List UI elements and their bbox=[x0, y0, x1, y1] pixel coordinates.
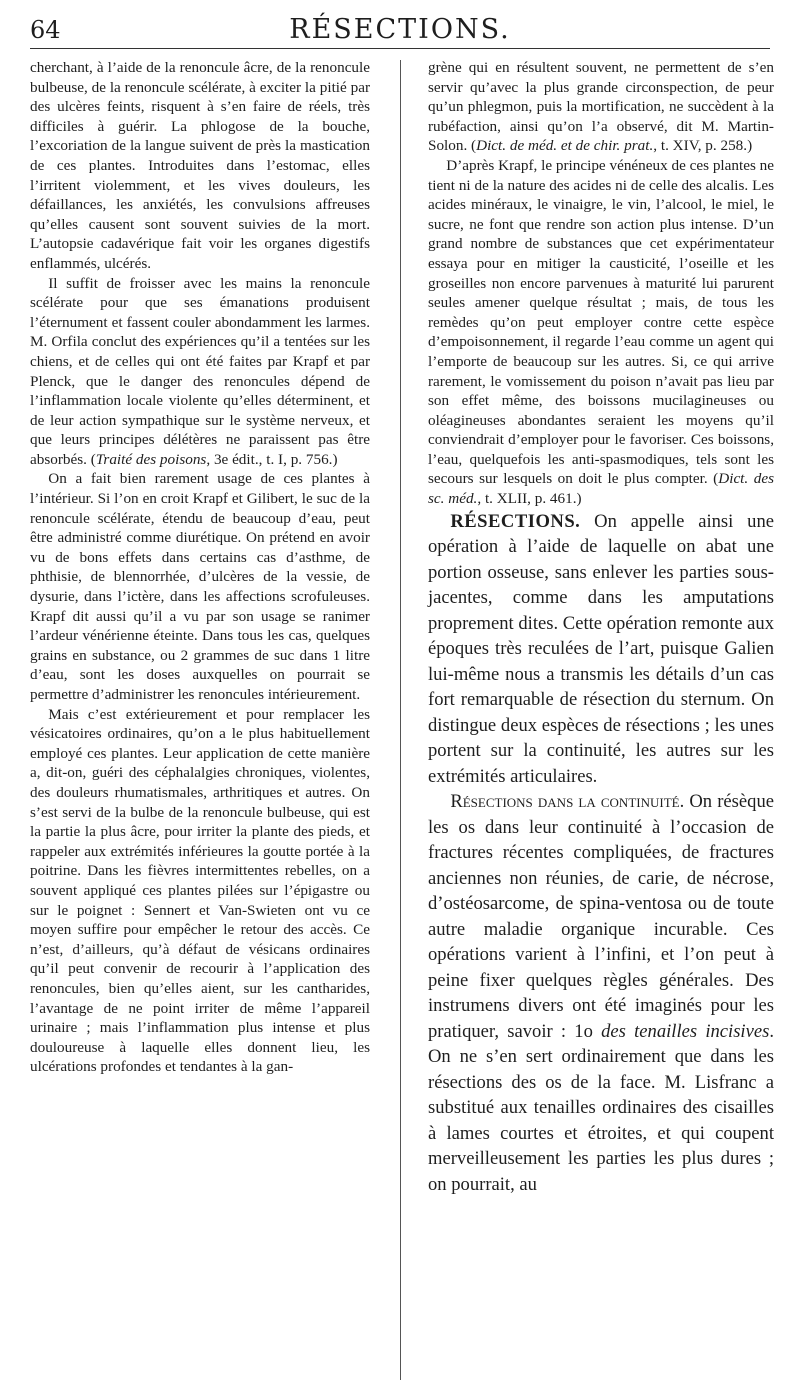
page-header bbox=[30, 14, 770, 49]
instrument-term: des tenailles incisives bbox=[601, 1020, 770, 1042]
subsection-text: On résèque les os dans leur continuité à l’occasion de fractures récentes compliquées, de fractures anciennes non réunies, de carie, de nécrose, d’ostéosarcome, de spina-ventosa ou de toute autre maladie organique incurable. Ces opérations varient à l’infini, et l’on peut à peine fixer quelques règles générales. Des instrumens divers ont été imaginés pour les pratiquer, savoir : 1o bbox=[428, 791, 774, 1042]
paragraph bbox=[30, 274, 370, 470]
citation-title: Dict. de méd. et de chir. prat. bbox=[476, 137, 654, 155]
column-divider bbox=[400, 60, 401, 1380]
citation-title: Traité des poisons bbox=[95, 450, 207, 468]
citation-details: , t. XLII, p. 461.) bbox=[477, 490, 582, 508]
paragraph-text: D’après Krapf, le principe vénéneux de ces plantes ne tient ni de la nature des acides ni de celle des alcalis. Les acides minéraux, le vinaigre, le vin, l’alcool, le miel, le sucre, ne font que rendre son action plus intense. D’un grand nombre de substances que cet expérimentateur essaya pour en mitiger la causticité, l’oseille et les groseilles non encore parvenues à maturité lui parurent seules amener quelque résultat ; mais, de tous les remèdes qu’on peut employer contre cette espèce d’empoisonnement, il regarde l’eau comme un agent qui l’emporte de beaucoup sur les autres. Si, ce qui arrive rarement, le vomissement du poison n’avait pas lieu par son effet même, des boissons mucilagineuses ou oléagineuses abondantes seraient les moyens qu’il conviendrait d’employer pour le favoriser. Ces boissons, l’eau, quelquefois les anti-spasmodiques, tels sont les secours sur lesquels on doit le plus compter. ( bbox=[428, 156, 774, 488]
subsection-paragraph bbox=[428, 789, 774, 1197]
paragraph-text: grène qui en résultent souvent, ne permettent de s’en servir qu’avec la plus grande circonspection, de peur qu’un phlegmon, puis la mortification, ne succèdent à la rubéfaction, ainsi qu’on l’a observé, dit M. Martin-Solon. ( bbox=[428, 59, 774, 155]
page-number: 64 bbox=[30, 16, 61, 44]
citation-details: , 3e édit., t. I, p. 756.) bbox=[206, 450, 338, 468]
entry-paragraph bbox=[428, 509, 774, 790]
paragraph bbox=[428, 58, 774, 156]
left-column bbox=[30, 58, 370, 1077]
paragraph-text: Il suffit de froisser avec les mains la renoncule scélérate pour que ses émanations produisent l’éternument et fassent couler abondamment les larmes. M. Orfila conclut des expériences qu’il a tentées sur les chiens, et de celles qui ont été faites par Krapf et par Plenck, que le danger des renoncules dépend de l’inflammation locale violente qu’elles déterminent, et de leur action sympathique sur le système nerveux, et que leurs principes délétères ne paraissent pas être absorbés. ( bbox=[30, 274, 370, 468]
citation-details: , t. XIV, p. 258.) bbox=[653, 137, 753, 155]
entry-text: On appelle ainsi une opération à l’aide de laquelle on abat une portion osseuse, sans enlever les parties sous-jacentes, comme dans les amputations proprement dites. Cette opération remonte aux époques très reculées de l’art, puisque Galien lui-même nous a transmis les détails d’un cas fort remarquable de résection du sternum. On distingue deux espèces de résections ; les unes portent sur la continuité, les autres sur les extrémités articulaires. bbox=[428, 510, 774, 787]
paragraph: On a fait bien rarement usage de ces plantes à l’intérieur. Si l’on en croit Krapf et Gilibert, le suc de la renoncule scélérate, étendu de beaucoup d’eau, peut être administré comme diurétique. On prétend en avoir vu de bons effets dans certains cas d’asthme, de phthisie, de blennorrhée, d’ulcères de la vessie, de dysurie, dans l’ictère, dans les affections scrofuleuses. Krapf dit aussi qu’il a vu par son usage se ranimer l’ardeur vénérienne éteinte. Dans tous les cas, quelques grains en substance, ou 2 grammes de suc dans 1 litre d’eau, sont les doses auxquelles on pourrait se permettre d’administrer les renoncules intérieurement. bbox=[30, 470, 370, 703]
subsection-text-continued: . On ne s’en sert ordinairement que dans les résections des os de la face. M. Lisfranc a substitué aux tenailles ordinaires des cisailles à lames courtes et étroites, et qui coupent merveilleusement les parties les plus dures ; on pourrait, au bbox=[428, 1020, 774, 1195]
subsection-heading: Résections dans la continuité. bbox=[450, 791, 685, 813]
paragraph: cherchant, à l’aide de la renoncule âcre, de la renoncule bulbeuse, de la renoncule scélérate, à exciter la pitié par des ulcères feints, risquent à s’en faire de réels, très difficiles à guérir. La phlogose de la bouche, l’excoriation de la langue suivent de près la mastication de ces plantes. Introduites dans l’estomac, elles l’irritent violemment, et les vives douleurs, les défaillances, les anxiétés, les convulsions affreuses qu’elles causent sont souvent suivies de la mort. L’autopsie cadavérique fait voir les organes digestifs enflammés, ulcérés. bbox=[30, 59, 370, 272]
paragraph bbox=[428, 156, 774, 509]
citation-title: Dict. des sc. méd. bbox=[428, 470, 774, 508]
entry-headword: RÉSECTIONS. bbox=[450, 510, 581, 532]
paragraph: Mais c’est extérieurement et pour remplacer les vésicatoires ordinaires, qu’on a le plus habituellement employé ces plantes. Leur application de cette manière a, dit-on, guéri des céphalalgies chroniques, violentes, des douleurs rhumatismales, arthritiques et autres. On s’est servi de la bulbe de la renoncule bulbeuse, qui est la partie la plus âcre, pour irriter la plante des pieds, et rappeler aux extrémités inférieures la goutte portée à la poitrine. Dans les fièvres intermittentes rebelles, on a souvent appliqué ces plantes pilées sur l’épigastre ou sur le poignet : Sennert et Van-Swieten ont vu ce moyen suffire pour empêcher le retour des accès. Ce n’est, d’ailleurs, qu’à défaut de vésicans ordinaires qu’il peut convenir de recourir à l’application des renoncules, bien qu’elles aient, sur les cantharides, l’avantage de ne point irriter de même l’appareil urinaire ; mais l’inflammation plus intense et plus douloureuse à laquelle elles donnent lieu, les ulcérations profondes et tendantes à la gan- bbox=[30, 705, 370, 1076]
running-title: RÉSECTIONS. bbox=[289, 14, 511, 45]
right-column bbox=[428, 58, 774, 1197]
